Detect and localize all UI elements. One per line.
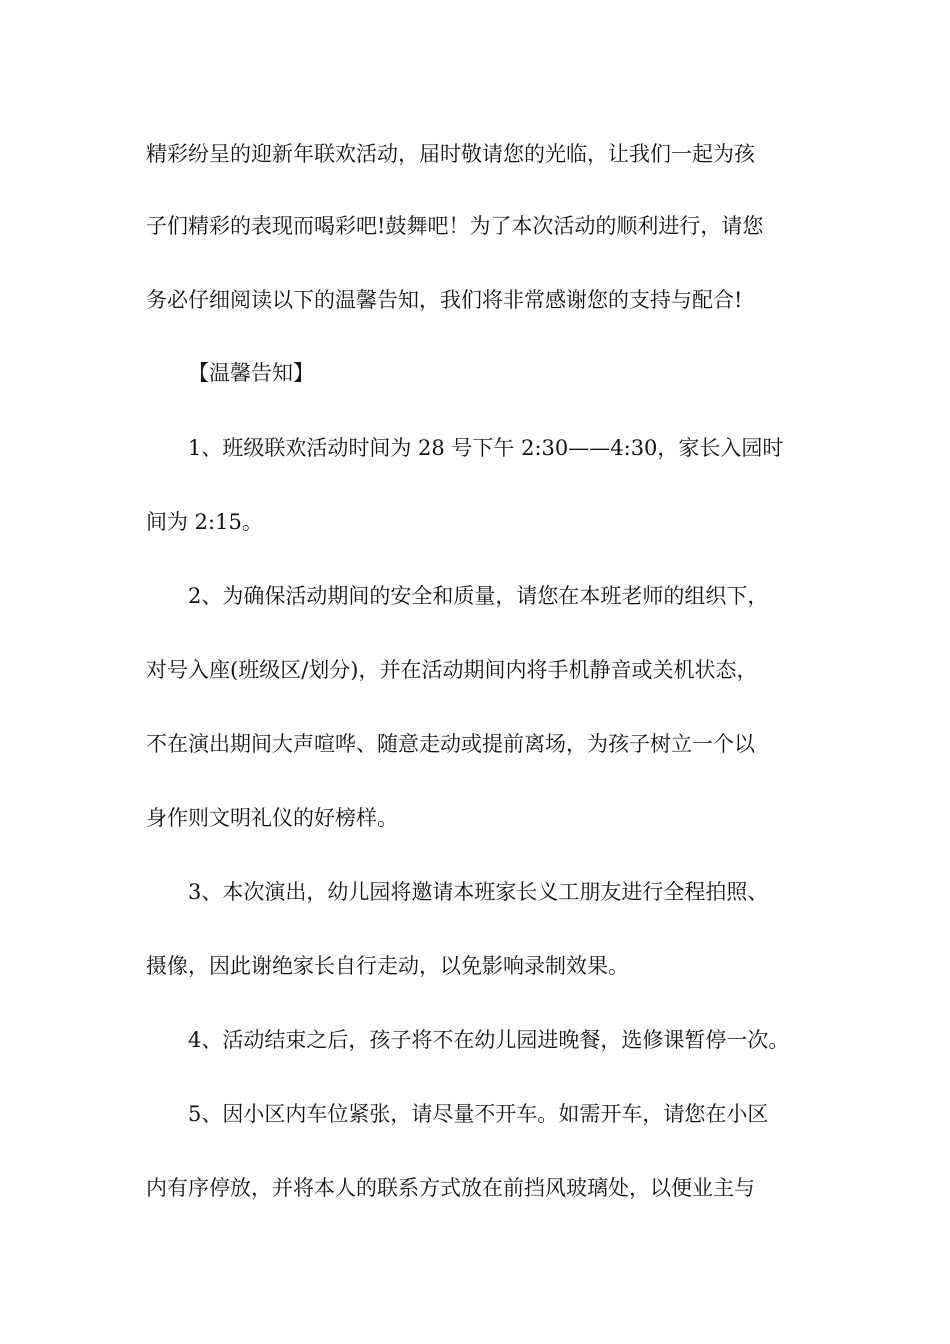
list-item-4-line: 4、活动结束之后，孩子将不在幼儿园进晚餐，选修课暂停一次。 [188, 1028, 790, 1052]
list-item-5-line: 5、因小区内车位紧张，请尽量不开车。如需开车，请您在小区 [188, 1102, 769, 1126]
list-item-5-line: 内有序停放，并将本人的联系方式放在前挡风玻璃处，以便业主与 [146, 1176, 755, 1200]
section-heading: 【温馨告知】 [188, 361, 314, 385]
body-text-line: 子们精彩的表现而喝彩吧!鼓舞吧！为了本次活动的顺利进行，请您 [146, 214, 764, 238]
list-item-3-line: 3、本次演出，幼儿园将邀请本班家长义工朋友进行全程拍照、 [188, 880, 769, 904]
list-item-2-line: 身作则文明礼仪的好榜样。 [146, 806, 398, 830]
list-item-2-line: 2、为确保活动期间的安全和质量，请您在本班老师的组织下， [188, 584, 769, 608]
body-text-line: 精彩纷呈的迎新年联欢活动，届时敬请您的光临，让我们一起为孩 [146, 142, 755, 166]
list-item-1-line: 1、班级联欢活动时间为 28 号下午 2:30——4:30，家长入园时 [188, 436, 784, 460]
list-item-3-line: 摄像，因此谢绝家长自行走动，以免影响录制效果。 [146, 954, 629, 978]
list-item-2-line: 对号入座(班级区/划分)，并在活动期间内将手机静音或关机状态， [146, 658, 758, 682]
body-text-line: 务必仔细阅读以下的温馨告知，我们将非常感谢您的支持与配合! [146, 288, 743, 312]
list-item-1-line: 间为 2:15。 [146, 510, 263, 534]
list-item-2-line: 不在演出期间大声喧哗、随意走动或提前离场，为孩子树立一个以 [146, 732, 755, 756]
